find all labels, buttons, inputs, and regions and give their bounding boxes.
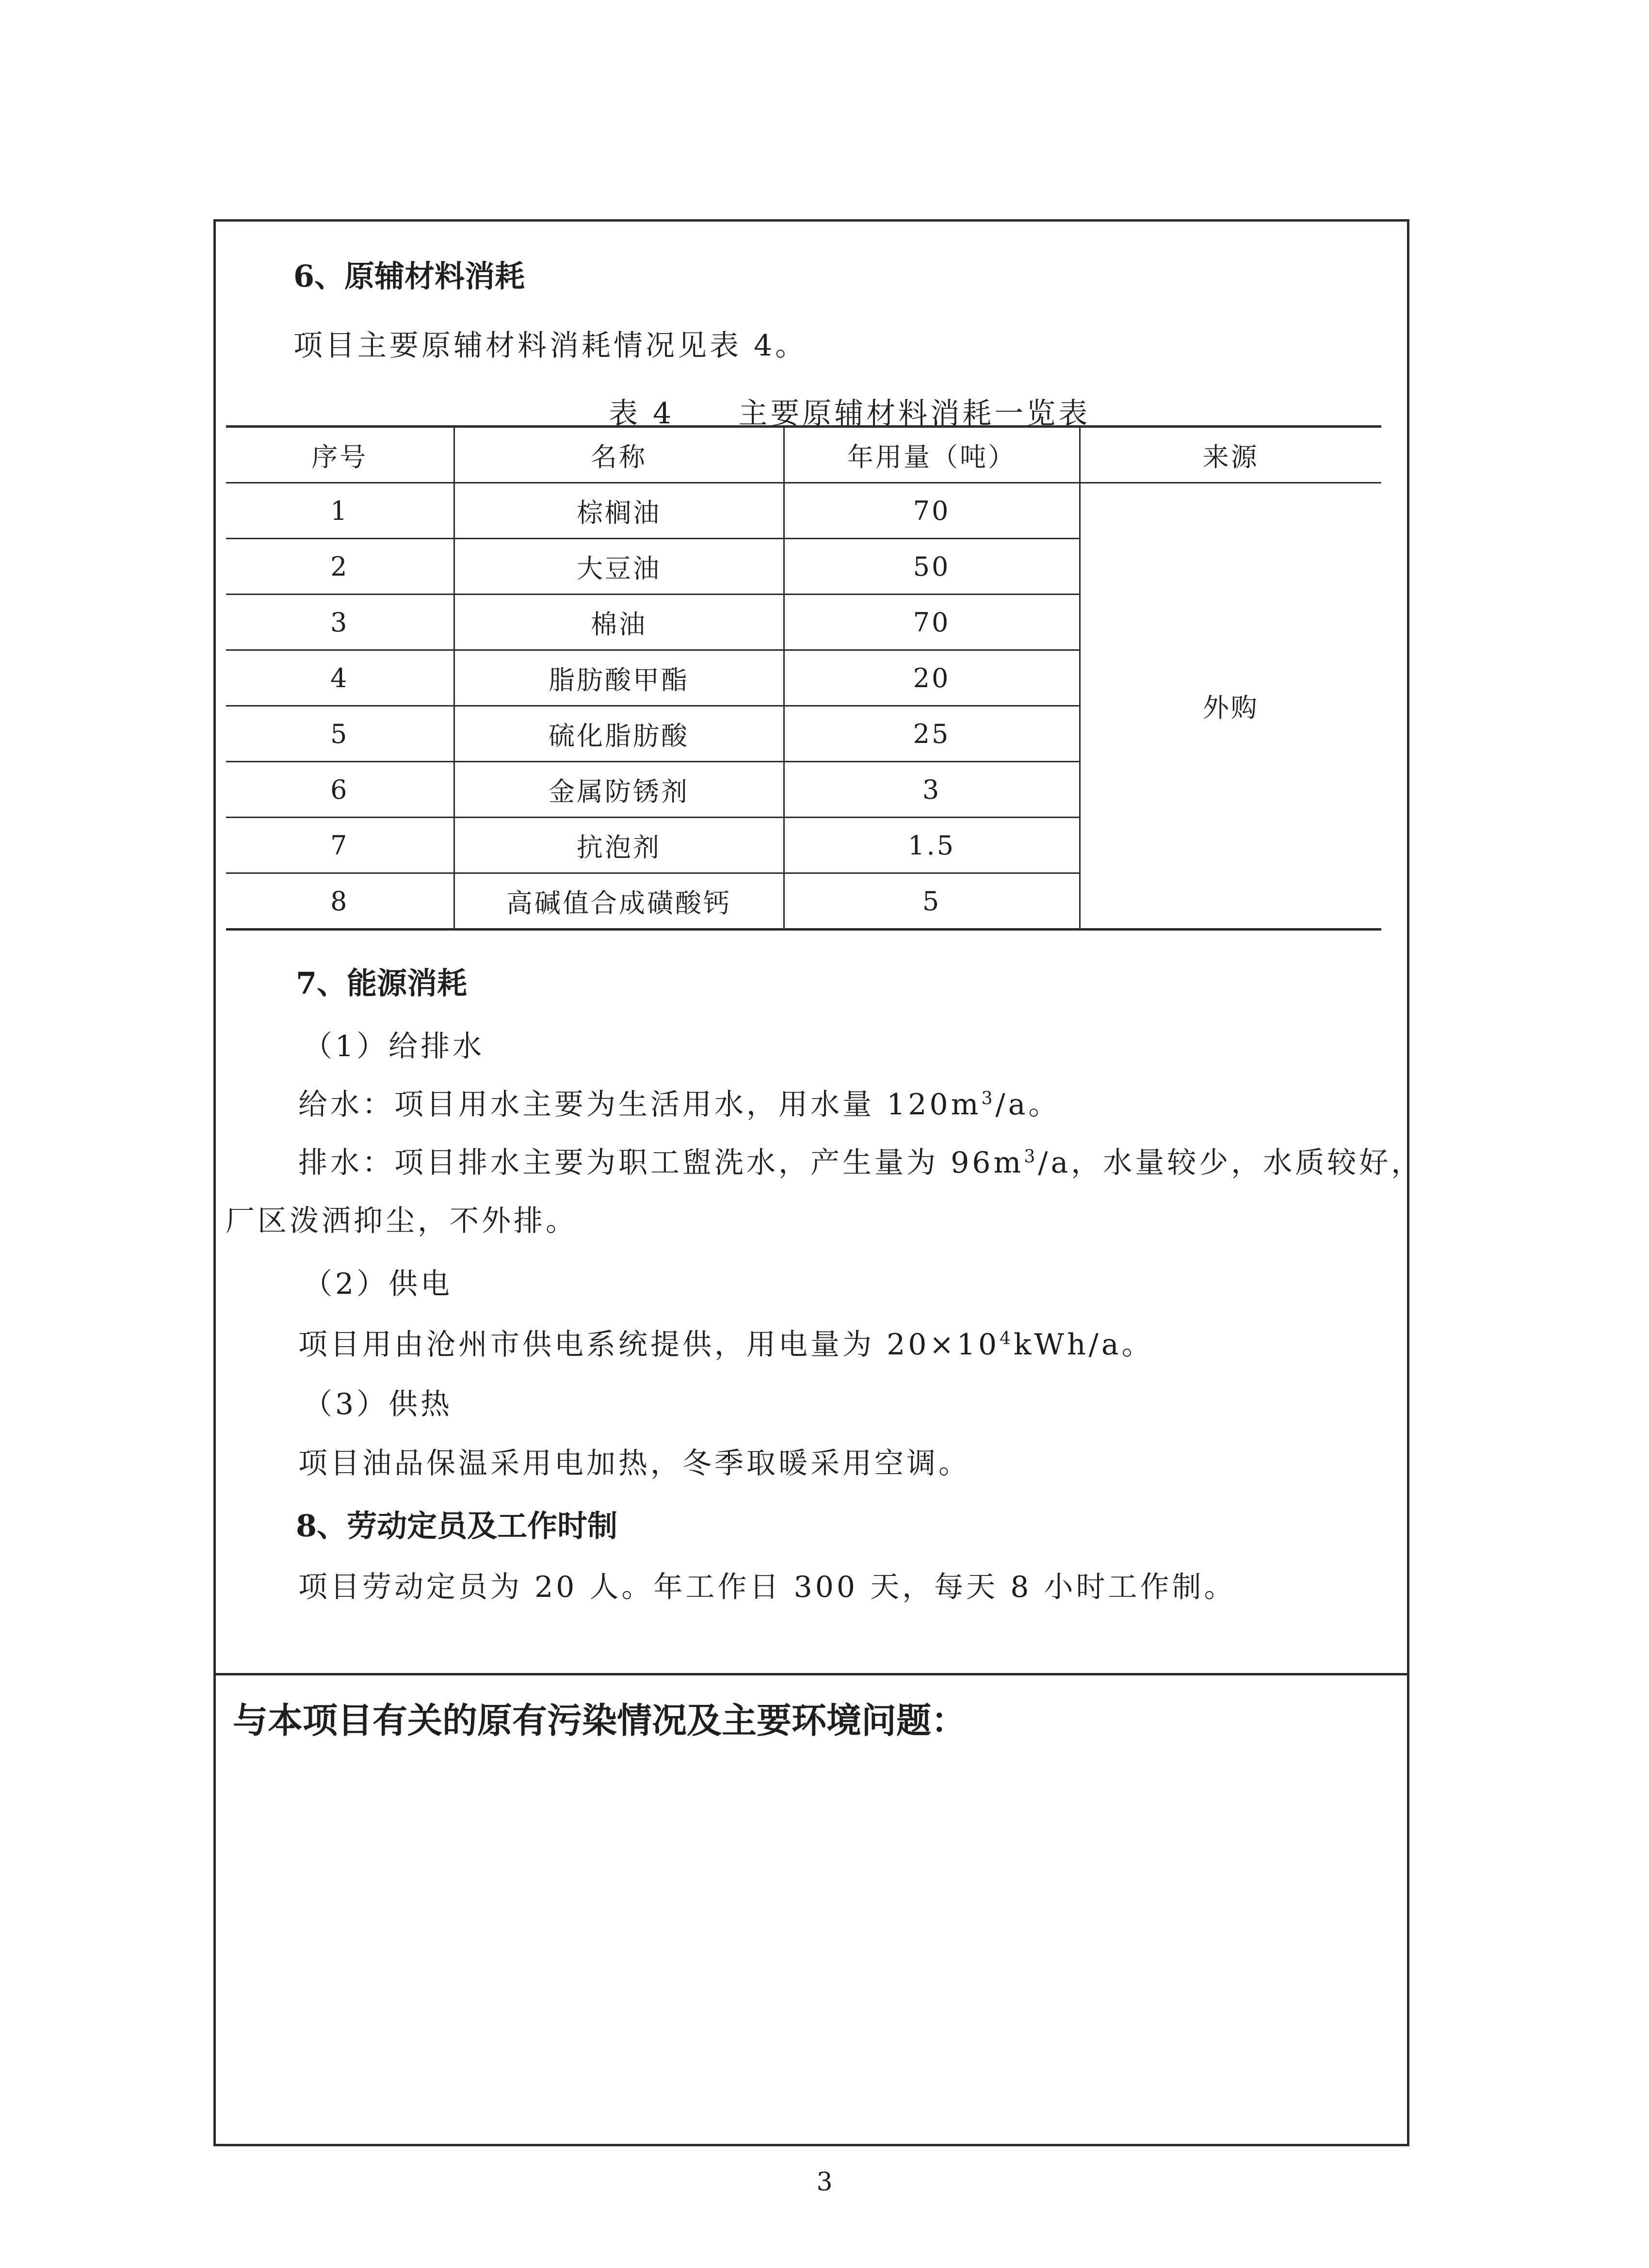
cell-no: 4 — [226, 650, 454, 706]
section-8-heading: 8、劳动定员及工作时制 — [296, 1508, 618, 1544]
heating-text: 项目油品保温采用电加热，冬季取暖采用空调。 — [298, 1447, 970, 1480]
cell-no: 8 — [226, 873, 454, 930]
cell-no: 2 — [226, 539, 454, 595]
table-header-row — [226, 427, 1381, 483]
section-8-text: 项目劳动定员为 20 人。年工作日 300 天，每天 8 小时工作制。 — [298, 1570, 1236, 1604]
cell-qty: 70 — [784, 595, 1080, 650]
cell-no: 6 — [226, 762, 454, 818]
subsection-water: （1）给排水 — [303, 1029, 485, 1063]
section-9-heading: 与本项目有关的原有污染情况及主要环境问题： — [233, 1700, 967, 1741]
drainage-text-cont: 厂区泼洒抑尘，不外排。 — [226, 1204, 578, 1238]
subsection-power: （2）供电 — [303, 1267, 453, 1301]
water-supply-text: 给水：项目用水主要为生活用水，用水量 $120m^3/a$。 — [298, 1088, 1061, 1122]
cell-name: 棕榈油 — [454, 483, 784, 539]
cell-qty: 1.5 — [784, 818, 1080, 873]
cell-name: 棉油 — [454, 595, 784, 650]
cell-source: 外购 — [1080, 483, 1381, 930]
cell-no: 5 — [226, 706, 454, 762]
cell-qty: 25 — [784, 706, 1080, 762]
section-divider — [213, 1673, 1409, 1675]
cell-name: 金属防锈剂 — [454, 762, 784, 818]
section-6-heading: 6、原辅材料消耗 — [293, 258, 525, 294]
col-header-no: 序号 — [226, 427, 454, 483]
cell-name: 抗泡剂 — [454, 818, 784, 873]
section-7-heading: 7、能源消耗 — [296, 965, 468, 1001]
cell-qty: 20 — [784, 650, 1080, 706]
col-header-name: 名称 — [454, 427, 784, 483]
table-caption: 表 4 主要原辅材料消耗一览表 — [609, 397, 1091, 431]
cell-no: 7 — [226, 818, 454, 873]
cell-name: 大豆油 — [454, 539, 784, 595]
subsection-heating: （3）供热 — [303, 1387, 453, 1421]
cell-qty: 3 — [784, 762, 1080, 818]
cell-qty: 5 — [784, 873, 1080, 930]
drainage-text: 排水：项目排水主要为职工盥洗水，产生量为 $96m^3/a$，水量较少，水质较好， — [298, 1146, 1423, 1180]
cell-qty: 70 — [784, 483, 1080, 539]
col-header-source: 来源 — [1080, 427, 1381, 483]
cell-qty: 50 — [784, 539, 1080, 595]
power-text: 项目用由沧州市供电系统提供，用电量为 $20\times 10^4kWh/a$。 — [298, 1328, 1154, 1362]
section-6-intro: 项目主要原辅材料消耗情况见表 4。 — [293, 329, 808, 363]
materials-table — [226, 425, 1381, 931]
cell-no: 1 — [226, 483, 454, 539]
cell-name: 高碱值合成磺酸钙 — [454, 873, 784, 930]
cell-name: 硫化脂肪酸 — [454, 706, 784, 762]
cell-name: 脂肪酸甲酯 — [454, 650, 784, 706]
cell-no: 3 — [226, 595, 454, 650]
table-row — [226, 483, 1381, 539]
page-number: 3 — [816, 2168, 833, 2197]
col-header-qty: 年用量（吨） — [784, 427, 1080, 483]
